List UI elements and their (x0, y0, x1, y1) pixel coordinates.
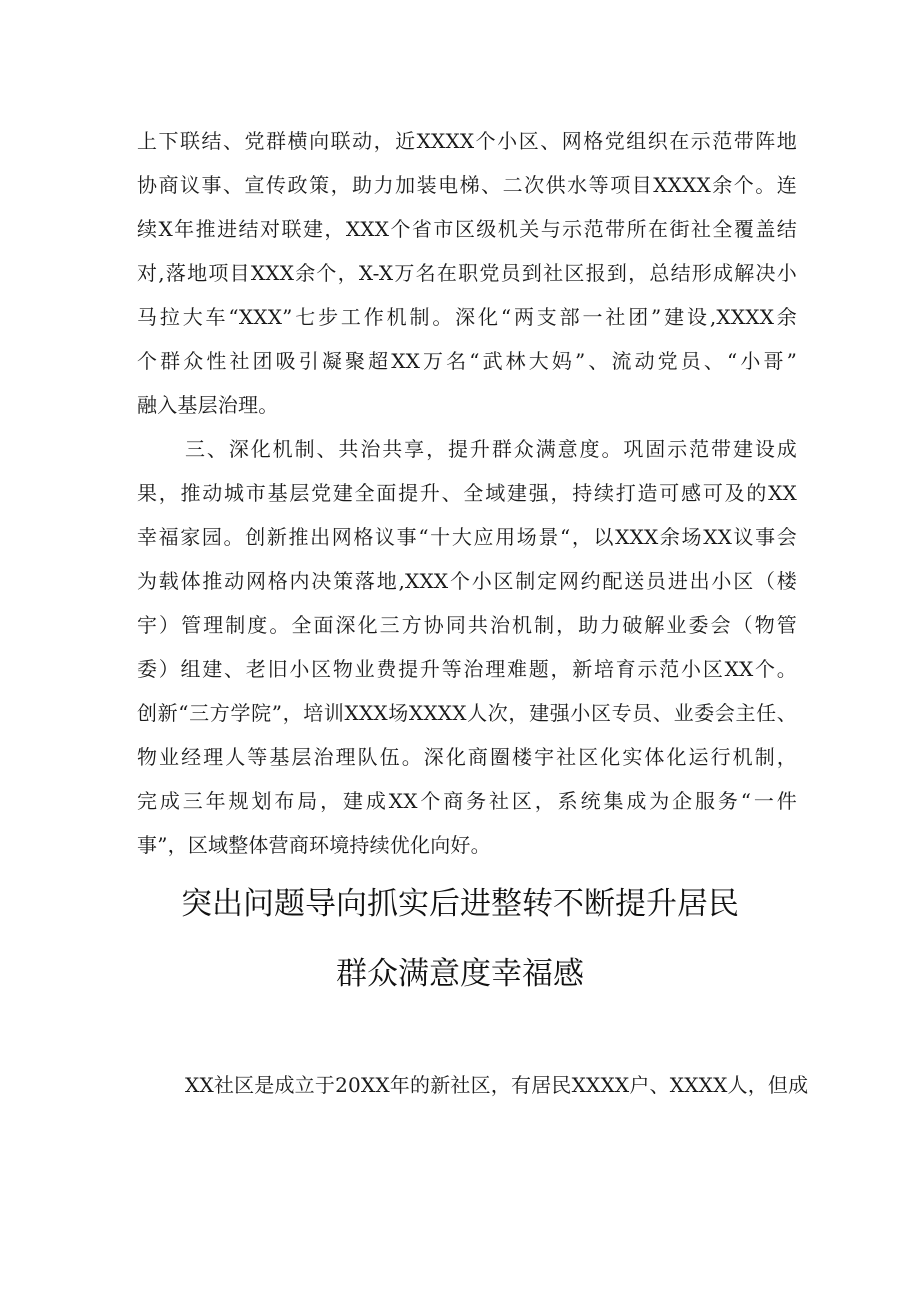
paragraph-line: 个群众性社团吸引凝聚超XX万名“武林大妈”、流动党员、“小哥” (137, 349, 797, 373)
paragraph-line: 完成三年规划布局，建成XX个商务社区，系统集成为企服务“一件 (137, 789, 797, 813)
paragraph-line: 马拉大车“XXX”七步工作机制。深化“两支部一社团”建设,XXXX余 (137, 305, 797, 329)
article-title-line-2: 群众满意度幸福感 (336, 956, 584, 992)
paragraph-line: 续X年推进结对联建，XXX个省市区级机关与示范带所在街社全覆盖结 (137, 217, 797, 241)
paragraph-line: 宇）管理制度。全面深化三方协同共治机制，助力破解业委会（物管 (137, 613, 797, 637)
paragraph-line: 为载体推动网格内决策落地,XXX个小区制定网约配送员进出小区（楼 (137, 569, 797, 593)
article-first-line: XX社区是成立于20XX年的新社区，有居民XXXX户、XXXX人，但成 (185, 1073, 809, 1097)
paragraph-line: 果，推动城市基层党建全面提升、全域建强，持续打造可感可及的XX (137, 481, 797, 505)
paragraph-line: 委）组建、老旧小区物业费提升等治理难题，新培育示范小区XX个。 (137, 657, 797, 681)
article-title-line-1: 突出问题导向抓实后进整转不断提升居民 (181, 886, 739, 922)
paragraph-line: 物业经理人等基层治理队伍。深化商圈楼宇社区化实体化运行机制， (137, 745, 797, 769)
section-three-first-line: 三、深化机制、共治共享，提升群众满意度。巩固示范带建设成 (185, 437, 797, 461)
paragraph-line: 对,落地项目XXX余个，X-X万名在职党员到社区报到，总结形成解决小 (137, 261, 797, 285)
paragraph-line: 协商议事、宣传政策，助力加装电梯、二次供水等项目XXXX余个。连 (137, 173, 797, 197)
paragraph-line: 创新“三方学院”，培训XXX场XXXX人次，建强小区专员、业委会主任、 (137, 701, 797, 725)
paragraph-line: 融入基层治理。 (137, 393, 279, 417)
paragraph-line: 上下联结、党群横向联动，近XXXX个小区、网格党组织在示范带阵地 (137, 129, 797, 153)
paragraph-line: 事”，区域整体营商环境持续优化向好。 (137, 833, 491, 857)
paragraph-line: 幸福家园。创新推出网格议事“十大应用场景“，以XXX余场XX议事会 (137, 525, 797, 549)
